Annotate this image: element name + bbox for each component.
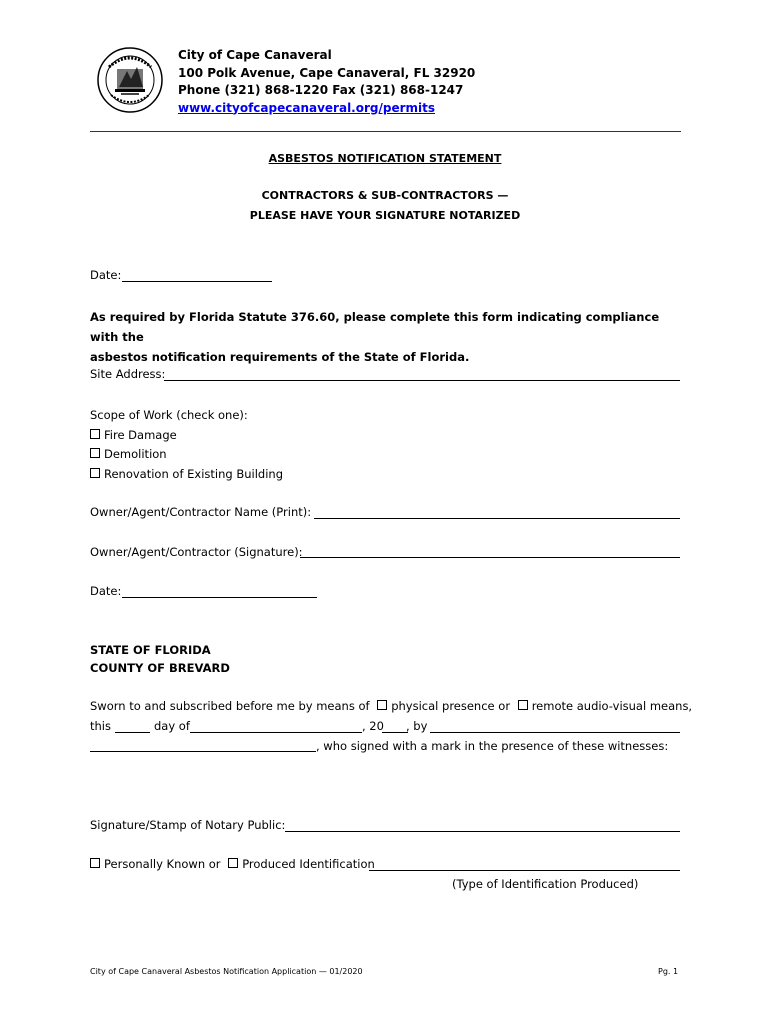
scope-section [90, 406, 283, 484]
city-seal-icon [97, 47, 163, 113]
statute-line-1: As required by Florida Statute 376.60, please complete this form indicating compliance with the [90, 310, 660, 344]
form-title: ASBESTOS NOTIFICATION STATEMENT [268, 152, 502, 165]
id-type-field[interactable] [369, 870, 680, 871]
site-address-label: Site Address: [90, 367, 166, 381]
scope-option-label: Renovation of Existing Building [104, 466, 284, 481]
sworn-text: Sworn to and subscribed before me by means of [90, 699, 370, 713]
state-heading: STATE OF FLORIDA [90, 643, 211, 657]
date-label: Date: [90, 268, 122, 282]
notary-label: Signature/Stamp of Notary Public: [90, 818, 286, 832]
header-divider [90, 131, 681, 132]
signer-name-field[interactable] [90, 751, 316, 752]
form-subtitle-2: PLEASE HAVE YOUR SIGNATURE NOTARIZED [249, 209, 521, 222]
date-field[interactable] [122, 281, 272, 282]
checkbox-icon[interactable] [518, 700, 528, 710]
statute-line-2: asbestos notification requirements of the State of Florida. [90, 350, 470, 364]
city-phone: Phone (321) 868-1220 Fax (321) 868-1247 [178, 83, 464, 97]
id-type-caption: (Type of Identification Produced) [452, 877, 639, 891]
year-field[interactable] [382, 732, 408, 733]
scope-option-label: Fire Damage [104, 427, 177, 442]
owner-name-label: Owner/Agent/Contractor Name (Print): [90, 505, 312, 519]
month-field[interactable] [190, 732, 362, 733]
personally-known-label: Personally Known or [104, 857, 221, 871]
scope-label: Scope of Work (check one): [90, 408, 248, 422]
statute-text [90, 307, 690, 367]
site-address-field[interactable] [164, 380, 680, 381]
sworn-year: , 20 [362, 719, 384, 733]
checkbox-icon[interactable] [228, 858, 238, 868]
city-name: City of Cape Canaveral [178, 48, 332, 62]
website-link[interactable]: www.cityofcapecanaveral.org/permits [178, 100, 436, 115]
scope-option-label: Demolition [104, 447, 167, 461]
scope-option-demolition[interactable] [90, 445, 283, 465]
checkbox-icon[interactable] [90, 858, 100, 868]
letterhead [178, 47, 475, 117]
owner-name-field[interactable] [314, 518, 680, 519]
produced-id-label: Produced Identification [242, 857, 375, 871]
notary-signature-field[interactable] [285, 831, 680, 832]
day-field[interactable] [115, 732, 150, 733]
physical-presence-label: physical presence or [391, 699, 511, 713]
identification-line [90, 857, 375, 871]
owner-signature-field[interactable] [300, 557, 680, 558]
sworn-day-of: day of [154, 719, 190, 733]
checkbox-icon[interactable] [90, 468, 100, 478]
checkbox-icon[interactable] [90, 448, 100, 458]
sworn-line-1 [90, 699, 693, 713]
by-name-field[interactable] [430, 732, 680, 733]
checkbox-icon[interactable] [377, 700, 387, 710]
sworn-this: this [90, 719, 111, 733]
footer-left: City of Cape Canaveral Asbestos Notification Application — 01/2020 [90, 967, 363, 976]
date2-label: Date: [90, 584, 122, 598]
form-subtitle-1: CONTRACTORS & SUB-CONTRACTORS — [261, 189, 509, 202]
owner-signature-label: Owner/Agent/Contractor (Signature): [90, 545, 303, 559]
date2-field[interactable] [122, 597, 317, 598]
page-number: Pg. 1 [658, 967, 679, 976]
remote-av-label: remote audio-visual means, [531, 699, 693, 713]
sworn-witness: , who signed with a mark in the presence of these witnesses: [316, 739, 669, 753]
checkbox-icon[interactable] [90, 429, 100, 439]
scope-option-fire[interactable] [90, 426, 283, 446]
county-heading: COUNTY OF BREVARD [90, 661, 230, 675]
sworn-by: , by [406, 719, 428, 733]
scope-option-renovation[interactable] [90, 465, 283, 485]
city-address: 100 Polk Avenue, Cape Canaveral, FL 32920 [178, 65, 476, 80]
